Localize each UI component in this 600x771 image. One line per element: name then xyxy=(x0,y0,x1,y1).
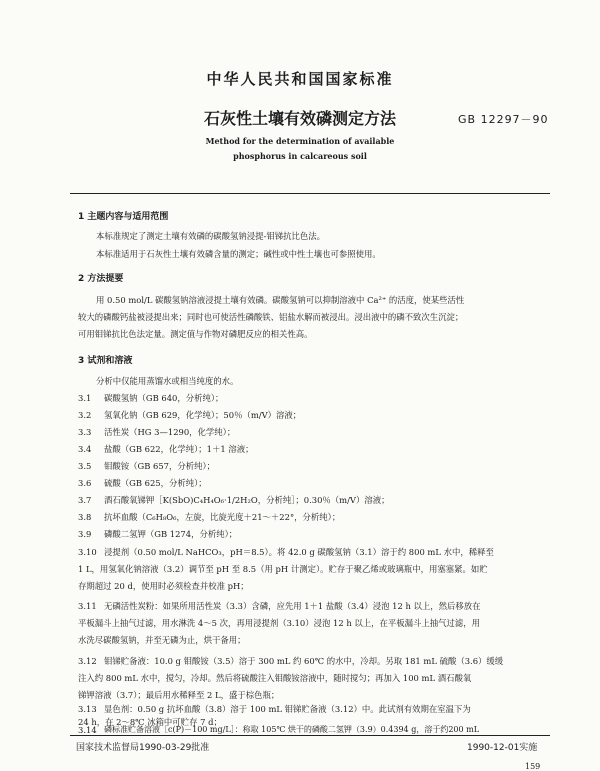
english-title-line-2: phosphorus in calcareous soil xyxy=(233,151,367,161)
section-2-heading: 2 方法提要 xyxy=(78,274,124,284)
section-2-line-1: 用 0.50 mol/L 碳酸氢钠溶液浸提土壤有效磷。碳酸氢钠可以抑制溶液中 Ca²⁺ 的活度，使某些活性 xyxy=(96,295,465,305)
item-number: 3.11 xyxy=(78,601,97,611)
section-1-paragraph-2: 本标准适用于石灰性土壤有效磷含量的测定；碱性或中性土壤也可参照使用。 xyxy=(96,249,381,259)
reagent-item: 氢氧化钠（GB 629，化学纯）；50％（m/V）溶液； xyxy=(104,410,302,420)
section-1-paragraph-1: 本标准规定了测定土壤有效磷的碳酸氢钠浸提-钼锑抗比色法。 xyxy=(96,231,325,241)
paragraph-line: 1 L，用氢氧化钠溶液（3.2）调节至 pH 至 8.5（用 pH 计测定）。贮存于聚乙烯或玻璃瓶中，用塞塞紧。如贮 xyxy=(78,564,488,574)
paragraph-line: 注入约 800 mL 水中，搅匀，冷却。然后将硫酸注入钼酸铵溶液中，随时搅匀；再加入 100 mL 酒石酸氧 xyxy=(78,673,472,683)
reagent-item: 抗坏血酸（C₆H₈O₆，左旋，比旋光度＋21～＋22°，分析纯）； xyxy=(104,512,341,522)
reagent-item: 钼酸铵（GB 657，分析纯）； xyxy=(104,461,216,471)
section-3-heading: 3 试剂和溶液 xyxy=(78,356,133,366)
item-number: 3.13 xyxy=(78,704,97,714)
item-number: 3.9 xyxy=(78,529,92,539)
paragraph-line: 锑钾溶液（3.7）；最后用水稀释至 2 L，盛于棕色瓶； xyxy=(78,690,280,700)
reagent-item: 活性炭（HG 3—1290，化学纯）； xyxy=(104,427,236,437)
item-number: 3.2 xyxy=(78,410,92,420)
reagent-item: 酒石酸氧锑钾［K(SbO)C₄H₄O₆·1/2H₂O，分析纯］；0.30％（m/V）溶液； xyxy=(104,495,390,505)
paragraph-line: 浸提剂（0.50 mol/L NaHCO₃，pH＝8.5）。将 42.0 g 碳酸氢钠（3.1）溶于约 800 mL 水中，稀释至 xyxy=(104,547,494,557)
paragraph-line: 磷标准贮备溶液［c(P)－100 mg/L］：称取 105℃ 烘干的磷酸二氢钾（3.9）0.4394 g，溶于约200 mL xyxy=(104,725,480,734)
section-1-heading: 1 主题内容与适用范围 xyxy=(78,212,169,222)
paragraph-line: 显色剂：0.50 g 抗坏血酸（3.8）溶于 100 mL 钼锑贮备液（3.12）中。此试剂有效期在室温下为 xyxy=(104,704,471,714)
national-standard-heading: 中华人民共和国国家标准 xyxy=(206,70,394,88)
paragraph-line: 24 h，在 2～8℃ 冰箱中可贮存 7 d； xyxy=(78,717,222,727)
item-number: 3.14 xyxy=(78,725,97,735)
implementation-date: 1990-12-01实施 xyxy=(467,743,538,753)
section-2-line-2: 较大的磷酸钙盐被浸提出来；同时也可使活性磷酸铁、铝盐水解而被浸出。浸出液中的磷不致次生沉淀； xyxy=(78,312,464,322)
item-number: 3.6 xyxy=(78,478,92,488)
item-number: 3.1 xyxy=(78,393,92,403)
page-number: 159 xyxy=(525,762,541,771)
item-number: 3.7 xyxy=(78,495,92,505)
paragraph-line: 平板漏斗上抽气过滤，用水淋洗 4～5 次，再用浸提剂（3.10）浸泡 12 h 以上，在平板漏斗上抽气过滤，用 xyxy=(78,618,481,628)
standard-title: 石灰性土壤有效磷测定方法 xyxy=(203,109,396,128)
item-number: 3.10 xyxy=(78,547,97,557)
english-title-line-1: Method for the determination of available xyxy=(205,136,395,146)
item-number: 3.3 xyxy=(78,427,92,437)
item-number: 3.8 xyxy=(78,512,92,522)
header-divider xyxy=(70,193,550,194)
paragraph-line: 钼锑贮备液：10.0 g 钼酸铵（3.5）溶于 300 mL 约 60℃ 的水中，冷却。另取 181 mL 硫酸（3.6）缓缓 xyxy=(104,656,504,666)
item-number: 3.5 xyxy=(78,461,92,471)
section-2-line-3: 可用钼锑抗比色法定量。测定值与作物对磷肥反应的相关性高。 xyxy=(78,329,313,339)
footer-divider xyxy=(70,735,550,736)
reagent-item: 盐酸（GB 622，化学纯）；1＋1 溶液； xyxy=(104,444,254,454)
approval-date: 国家技术监督局1990-03-29批准 xyxy=(76,743,210,753)
reagent-item: 碳酸氢钠（GB 640，分析纯）； xyxy=(104,393,224,403)
paragraph-line: 存期超过 20 d，使用时必须检查并校准 pH； xyxy=(78,581,249,591)
reagent-item: 磷酸二氢钾（GB 1274，分析纯）； xyxy=(104,529,238,539)
paragraph-line: 无磷活性炭粉：如果所用活性炭（3.3）含磷，应先用 1＋1 盐酸（3.4）浸泡 12 h 以上，然后移放在 xyxy=(104,601,481,611)
section-3-intro: 分析中仅能用蒸馏水或相当纯度的水。 xyxy=(96,376,239,386)
item-number: 3.4 xyxy=(78,444,92,454)
reagent-item: 硫酸（GB 625，分析纯）； xyxy=(104,478,207,488)
paragraph-line: 水洗尽碳酸氢钠，并至无磷为止，烘干备用； xyxy=(78,635,246,645)
standard-code: GB 12297－90 xyxy=(458,113,549,126)
item-number: 3.12 xyxy=(78,656,97,666)
